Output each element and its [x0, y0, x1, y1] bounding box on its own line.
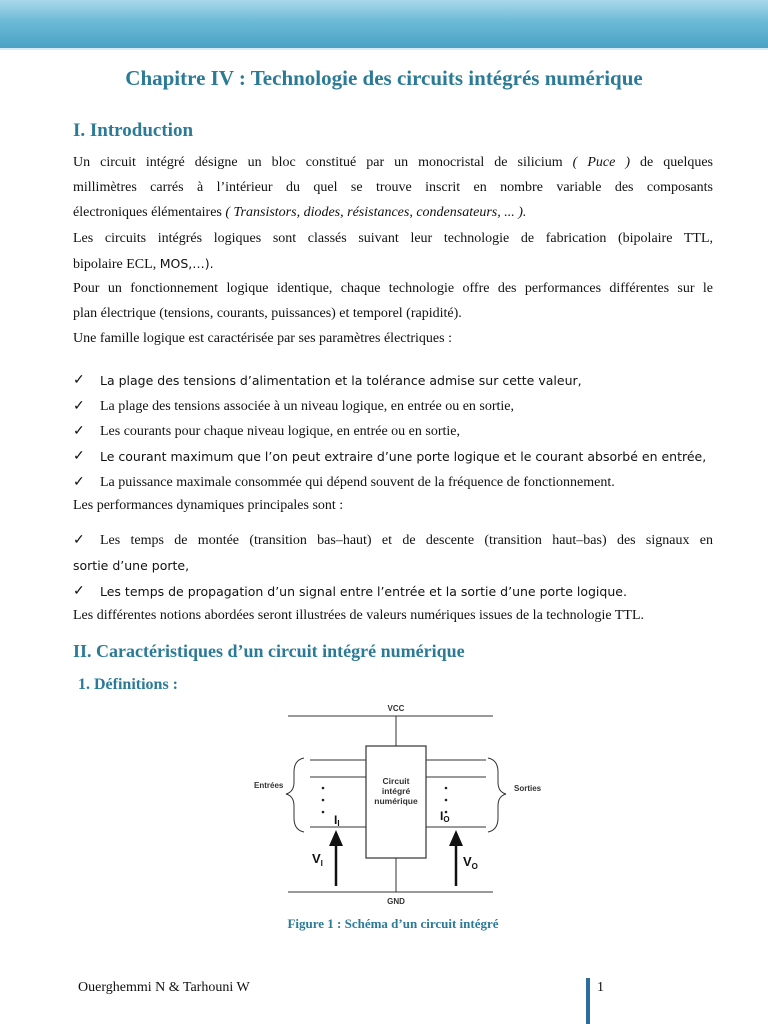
input-current-arrow — [329, 830, 343, 886]
ic-schematic-figure — [248, 700, 548, 910]
electrical-params-list — [73, 368, 713, 495]
list-item: ✓ Les courants pour chaque niveau logique, en entrée ou en sortie, — [73, 419, 713, 444]
p2-line2: bipolaire ECL, MOS,…). — [73, 256, 214, 272]
checkmark-icon: ✓ — [73, 373, 85, 388]
intro-paragraph-1 — [73, 150, 713, 225]
intro-paragraph-4: Une famille logique est caractérisée par ses paramètres électriques : — [73, 331, 452, 346]
chip-label-line1: Circuit — [382, 776, 410, 786]
list-item: ✓ Les temps de propagation d’un signal entre l’entrée et la sortie d’une porte logique. — [73, 579, 713, 605]
section-heading-introduction: I. Introduction — [73, 120, 194, 141]
dynamic-params-list — [73, 528, 713, 605]
list-item: ✓ Les temps de montée (transition bas–haut) et de descente (transition haut–bas) des signaux en — [73, 528, 713, 553]
intro-paragraph-3 — [73, 276, 713, 326]
output-current-label: IO — [440, 809, 450, 824]
footer-divider — [586, 978, 590, 1024]
page-number: 1 — [597, 980, 604, 995]
input-current-label: II — [334, 813, 340, 828]
checkmark-icon: ✓ — [73, 399, 85, 414]
footer-authors: Ouerghemmi N & Tarhouni W — [78, 980, 250, 995]
vcc-label: VCC — [387, 704, 405, 713]
intro-paragraph-2 — [73, 226, 713, 277]
dynamic-intro: Les performances dynamiques principales sont : — [73, 498, 344, 513]
section-heading-characteristics: II. Caractéristiques d’un circuit intégré numérique — [73, 641, 465, 661]
checkmark-icon: ✓ — [73, 475, 85, 490]
checkmark-icon: ✓ — [73, 449, 85, 464]
p3-line2: plan électrique (tensions, courants, puissances) et temporel (rapidité). — [73, 306, 462, 321]
p1-line1: Un circuit intégré désigne un bloc constitué par un monocristal de silicium ( Puce ) de quelques — [73, 155, 713, 170]
output-current-arrow — [449, 830, 463, 886]
chip-label-line3: numérique — [374, 796, 418, 806]
gnd-label: GND — [387, 897, 405, 906]
inputs-brace — [286, 758, 304, 832]
outputs-label: Sorties — [514, 784, 542, 793]
checkmark-icon: ✓ — [73, 533, 85, 548]
p1-line2: millimètres carrés à l’intérieur du quel se trouve inscrit en nombre variable des composants — [73, 180, 713, 195]
outputs-brace — [488, 758, 506, 832]
subsection-heading-definitions: 1. Définitions : — [78, 676, 178, 693]
checkmark-icon: ✓ — [73, 584, 85, 599]
ttl-note: Les différentes notions abordées seront illustrées de valeurs numériques issues de la technologie TTL. — [73, 608, 644, 623]
chapter-title: Chapitre IV : Technologie des circuits intégrés numérique — [125, 66, 643, 90]
p1-line3: électroniques élémentaires ( Transistors, diodes, résistances, condensateurs, ... ). — [73, 205, 527, 220]
list-item: ✓ La plage des tensions d’alimentation et la tolérance admise sur cette valeur, — [73, 368, 713, 394]
figure-caption: Figure 1 : Schéma d’un circuit intégré — [287, 916, 499, 931]
input-voltage-label: $V_I$ — [312, 851, 323, 868]
chip-label-line2: intégré — [381, 786, 411, 796]
list-item: ✓ Le courant maximum que l’on peut extraire d’une porte logique et le courant absorbé en entrée, — [73, 444, 713, 470]
list-item: ✓ La puissance maximale consommée qui dépend souvent de la fréquence de fonctionnement. — [73, 470, 713, 495]
checkmark-icon: ✓ — [73, 424, 85, 439]
p2-line1: Les circuits intégrés logiques sont classés suivant leur technologie de fabrication (bipolaire TTL, — [73, 231, 713, 246]
ic-schematic — [248, 700, 548, 910]
header-band — [0, 0, 768, 48]
inputs-label: Entrées — [254, 781, 284, 790]
list-item: ✓ La plage des tensions associée à un niveau logique, en entrée ou en sortie, — [73, 394, 713, 419]
output-voltage-label: $V_O$ — [463, 854, 478, 871]
p3-line1: Pour un fonctionnement logique identique, chaque technologie offre des performances différentes sur le — [73, 281, 713, 296]
list-item-continuation: sortie d’une porte, — [73, 558, 190, 573]
